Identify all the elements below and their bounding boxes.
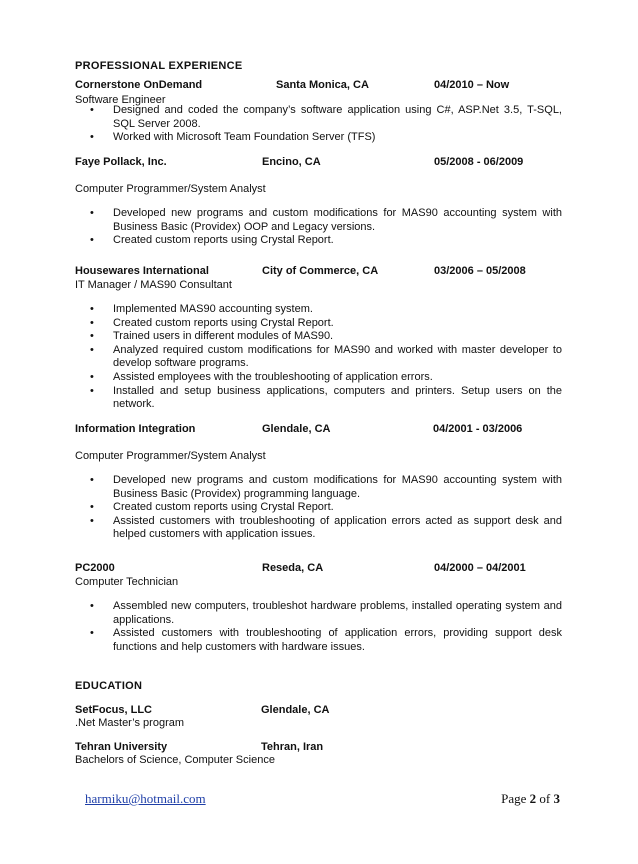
job-header bbox=[75, 561, 565, 575]
page-current: 2 bbox=[529, 791, 537, 806]
job-dates: 04/2000 – 04/2001 bbox=[434, 562, 526, 574]
education-school: Tehran University bbox=[75, 741, 168, 753]
list-item: • Developed new programs and custom modifications for MAS90 accounting system with Business Basic (Providex) OOP and Legacy versions. bbox=[90, 207, 562, 233]
job-location: Glendale, CA bbox=[262, 423, 331, 435]
job-dates: 04/2010 – Now bbox=[434, 79, 510, 91]
job-company: Information Integration bbox=[75, 423, 196, 435]
email-link[interactable]: harmiku@hotmail.com bbox=[85, 791, 206, 806]
job-bullets bbox=[90, 207, 562, 248]
job-bullets bbox=[90, 303, 562, 412]
job-company: Housewares International bbox=[75, 265, 209, 277]
list-item: • Assisted employees with the troubleshooting of application errors. bbox=[90, 370, 433, 383]
job-bullets bbox=[90, 104, 562, 145]
job-header bbox=[75, 422, 565, 436]
job-company: PC2000 bbox=[75, 562, 115, 574]
job-location: City of Commerce, CA bbox=[262, 265, 379, 277]
job-bullets bbox=[90, 600, 562, 654]
job-location: Encino, CA bbox=[262, 156, 321, 168]
job-dates: 04/2001 - 03/2006 bbox=[433, 423, 523, 435]
job-title: Computer Programmer/System Analyst bbox=[75, 450, 266, 462]
job-bullets bbox=[90, 474, 562, 542]
job-title: Software Engineer bbox=[75, 94, 166, 106]
job-title: Computer Programmer/System Analyst bbox=[75, 183, 266, 195]
education-program: Bachelors of Science, Computer Science bbox=[75, 754, 275, 766]
job-company: Cornerstone OnDemand bbox=[75, 79, 203, 91]
list-item: • Worked with Microsoft Team Foundation Server (TFS) bbox=[90, 131, 376, 144]
job-title: Computer Technician bbox=[75, 576, 179, 588]
list-item: • Created custom reports using Crystal Report. bbox=[90, 501, 334, 514]
education-header bbox=[75, 703, 565, 717]
education-location: Glendale, CA bbox=[261, 704, 330, 716]
job-header bbox=[75, 78, 565, 92]
job-header bbox=[75, 155, 565, 169]
list-item: • Assisted customers with troubleshooting of application errors, providing support desk functions and help customers with hardware issues. bbox=[90, 627, 562, 653]
page-total: 3 bbox=[553, 791, 560, 806]
list-item: • Developed new programs and custom modifications for MAS90 accounting system with Business Basic (Providex) programming language. bbox=[90, 474, 562, 500]
job-dates: 03/2006 – 05/2008 bbox=[434, 265, 526, 277]
list-item: • Implemented MAS90 accounting system. bbox=[90, 303, 313, 315]
list-item: • Created custom reports using Crystal Report. bbox=[90, 316, 334, 329]
list-item: • Created custom reports using Crystal Report. bbox=[90, 234, 334, 247]
job-header bbox=[75, 264, 565, 278]
section-heading-education: EDUCATION bbox=[75, 680, 143, 692]
list-item: • Assembled new computers, troubleshot hardware problems, installed operating system and applications. bbox=[90, 600, 562, 626]
education-school: SetFocus, LLC bbox=[75, 704, 153, 716]
list-item: • Installed and setup business applications, computers and printers. Setup users on the network. bbox=[90, 384, 562, 411]
job-dates: 05/2008 - 06/2009 bbox=[434, 156, 524, 168]
section-heading-experience: PROFESSIONAL EXPERIENCE bbox=[75, 60, 243, 72]
job-company: Faye Pollack, Inc. bbox=[75, 156, 167, 168]
job-location: Santa Monica, CA bbox=[276, 79, 369, 91]
list-item: • Designed and coded the company’s software application using C#, ASP.Net 3.5, T-SQL, SQL Server 2008. bbox=[90, 104, 562, 130]
education-header bbox=[75, 740, 565, 754]
job-location: Reseda, CA bbox=[262, 562, 324, 574]
page-number bbox=[501, 791, 560, 807]
list-item: • Trained users in different modules of MAS90. bbox=[90, 330, 334, 343]
page-word: Page bbox=[501, 791, 527, 806]
list-item: • Analyzed required custom modifications for MAS90 and worked with master developer to develop software programs. bbox=[90, 343, 562, 370]
education-program: .Net Master’s program bbox=[75, 717, 185, 729]
page-of: of bbox=[539, 791, 551, 806]
education-location: Tehran, Iran bbox=[261, 741, 324, 753]
job-title: IT Manager / MAS90 Consultant bbox=[75, 279, 232, 291]
list-item: • Assisted customers with troubleshooting of application errors acted as support desk and helped customers with application issues. bbox=[90, 514, 562, 541]
